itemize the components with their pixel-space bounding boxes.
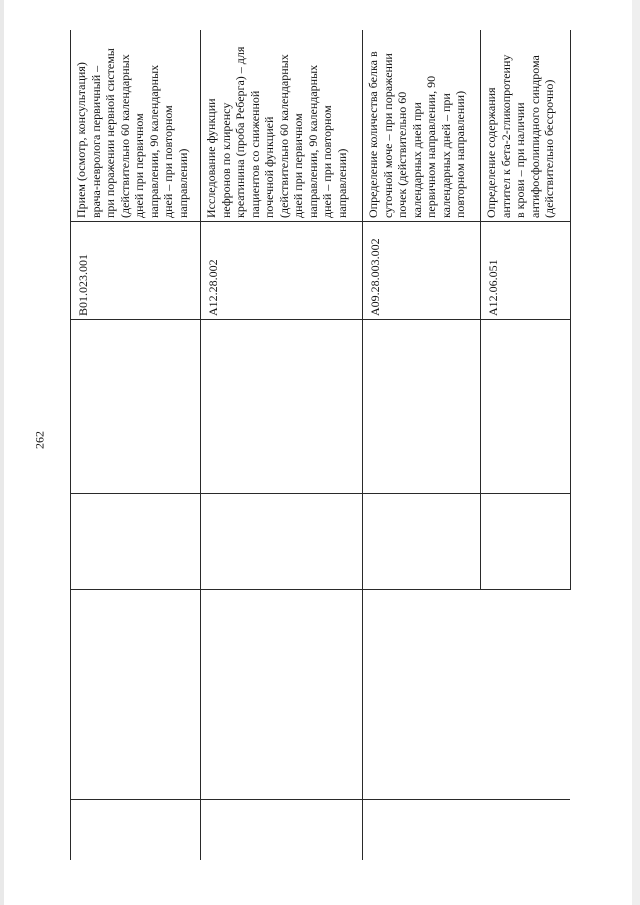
table-line-right-border bbox=[570, 30, 571, 590]
table-line-row2-bottom bbox=[362, 30, 363, 860]
page-number: 262 bbox=[32, 431, 47, 449]
row-3-description: Определение количества белка в суточной моче – при поражении почек (действительно 60 календарных дней при первичном направлении, 90 календарных дней – при повторном направлении) bbox=[366, 51, 467, 218]
row-2-code: A12.28.002 bbox=[206, 259, 220, 316]
row-1-description: Прием (осмотр, консультация) врача-невролога первичный – при поражении нервной системы (действительно 60 календарных дней при первичном направлении, 90 календарных дней – при повторном направлении) bbox=[74, 48, 190, 218]
rotated-table bbox=[70, 30, 570, 860]
table-line-left-border bbox=[70, 30, 71, 860]
table-line-col4 bbox=[70, 589, 570, 590]
table-line-code-column bbox=[70, 319, 570, 320]
scan-edge-right bbox=[632, 0, 640, 905]
row-2-description: Исследование функции нефронов по клиренсу креатинина (проба Реберга) – для пациентов со сниженной почечной функцией (действительно 60 календарных дней при первичном направлении, 90 календарных дней – при повторном направлении) bbox=[204, 46, 349, 218]
scan-edge-left bbox=[0, 0, 4, 905]
row-3-code: A09.28.003.002 bbox=[368, 238, 382, 316]
table-line-col5 bbox=[70, 799, 570, 800]
row-4-description: Определение содержания антител к бета-2-гликопротеину в крови – при наличии антифосфолипидного синдрома (действительно бессрочно) bbox=[484, 54, 556, 218]
row-1-code: B01.023.001 bbox=[76, 253, 90, 316]
table-line-row3-bottom bbox=[480, 30, 481, 590]
table-line-col3 bbox=[70, 493, 570, 494]
table-line-text-column bbox=[70, 221, 570, 222]
row-4-code: A12.06.051 bbox=[486, 259, 500, 316]
table-line-row1-bottom bbox=[200, 30, 201, 860]
